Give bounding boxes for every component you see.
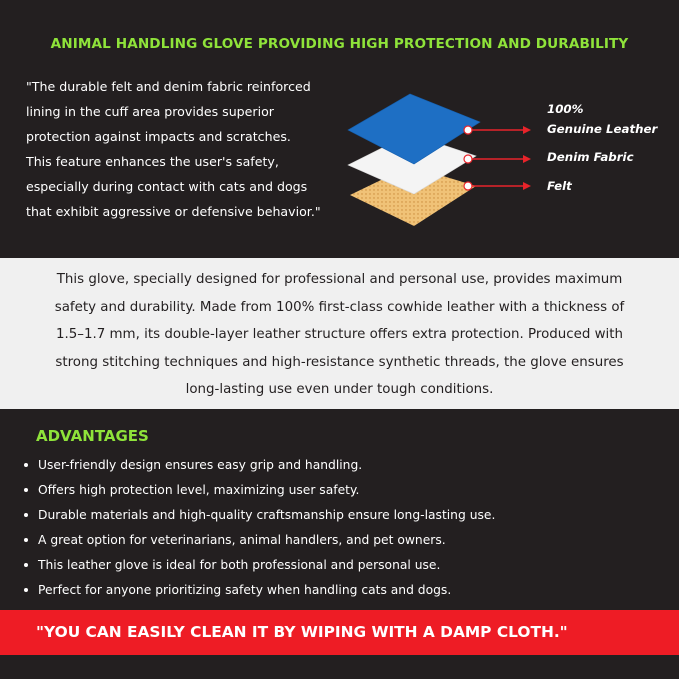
list-item [24, 553, 664, 578]
page-title: ANIMAL HANDLING GLOVE PROVIDING HIGH PROTECTION AND DURABILITY [50, 36, 629, 52]
quote-line: especially during contact with cats and dogs [26, 179, 308, 194]
bullet-icon [24, 588, 28, 592]
felt-label: Felt [547, 179, 572, 193]
bullet-icon [24, 488, 28, 492]
list-item [24, 578, 664, 603]
bullet-icon [24, 538, 28, 542]
cleaning-banner [0, 610, 679, 655]
advantage-text: User-friendly design ensures easy grip and handling. [38, 458, 363, 472]
quote-line: lining in the cuff area provides superior [26, 104, 274, 119]
description-band [0, 258, 679, 409]
leather-label-percent: 100% [547, 102, 584, 116]
quote-line: protection against impacts and scratches. [26, 129, 291, 144]
list-item [24, 528, 664, 553]
description-line: This glove, specially designed for professional and personal use, provides maximum [56, 272, 623, 287]
bullet-icon [24, 513, 28, 517]
bullet-icon [24, 463, 28, 467]
advantage-text: Perfect for anyone prioritizing safety when handling cats and dogs. [38, 583, 452, 597]
advantage-text: Durable materials and high-quality craftsmanship ensure long-lasting use. [38, 508, 496, 522]
quote-line: This feature enhances the user's safety, [26, 154, 279, 169]
list-item [24, 503, 664, 528]
advantages-heading: ADVANTAGES [36, 427, 149, 445]
description-line: strong stitching techniques and high-resistance synthetic threads, the glove ensures [55, 354, 624, 370]
quote-line: that exhibit aggressive or defensive behavior." [26, 204, 321, 219]
description-line: long-lasting use even under tough conditions. [185, 382, 494, 398]
list-item [24, 453, 664, 478]
leather-label: Genuine Leather [547, 122, 658, 136]
description-line: 1.5–1.7 mm, its double-layer leather structure offers extra protection. Produced with [55, 327, 624, 343]
list-item [24, 478, 664, 503]
advantages-list [24, 453, 664, 603]
cleaning-note: "YOU CAN EASILY CLEAN IT BY WIPING WITH A DAMP CLOTH." [36, 623, 568, 641]
leather-arrow [464, 126, 531, 134]
product-description [0, 266, 679, 404]
bullet-icon [24, 563, 28, 567]
felt-arrow [464, 182, 531, 190]
lining-quote [26, 74, 346, 224]
advantage-text: This leather glove is ideal for both professional and personal use. [38, 558, 441, 572]
material-layers-illustration [340, 88, 540, 238]
denim-label: Denim Fabric [547, 150, 634, 164]
advantage-text: Offers high protection level, maximizing user safety. [38, 483, 360, 497]
quote-line: "The durable felt and denim fabric reinforced [26, 79, 311, 94]
advantage-text: A great option for veterinarians, animal handlers, and pet owners. [38, 533, 446, 547]
description-line: safety and durability. Made from 100% first-class cowhide leather with a thickness of [54, 299, 625, 315]
